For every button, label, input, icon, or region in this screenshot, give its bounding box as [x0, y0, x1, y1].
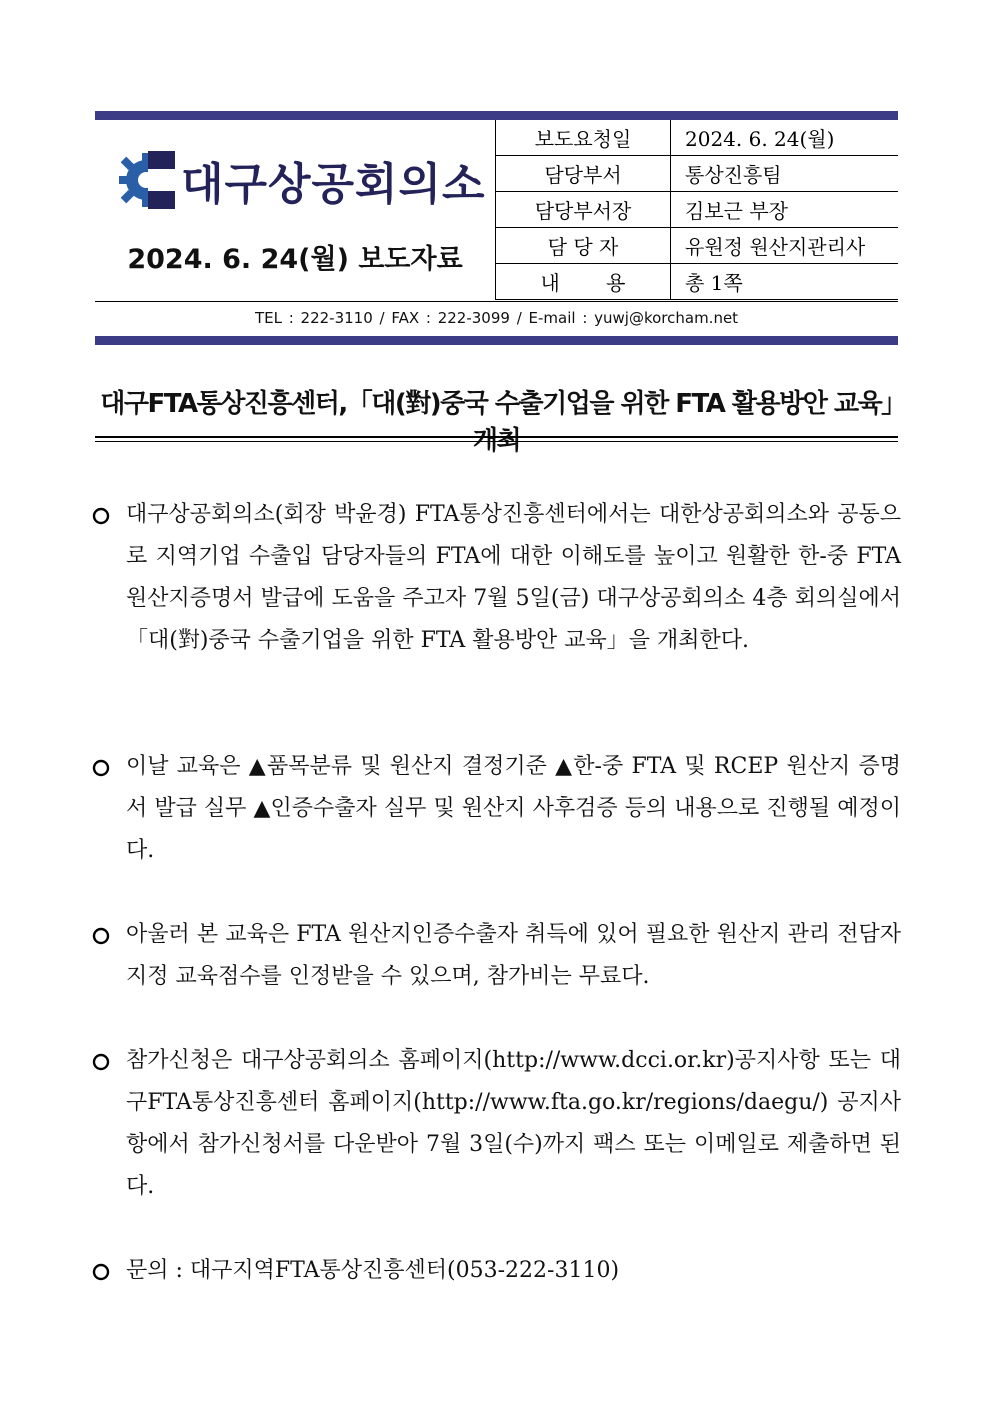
meta-row — [496, 120, 899, 156]
meta-value: 2024. 6. 24(월) — [671, 120, 899, 156]
meta-value: 총 1쪽 — [671, 264, 899, 300]
header-bottom-bar — [95, 336, 898, 345]
release-meta-table — [495, 120, 898, 300]
meta-key: 내 용 — [496, 264, 671, 300]
meta-value: 유원정 원산지관리사 — [671, 228, 899, 264]
inquiry-paragraph: 문의 : 대구지역FTA통상진흥센터(053-222-3110) — [126, 1258, 620, 1283]
gear-logo-icon — [117, 151, 175, 209]
org-name: 대구상공회의소 — [181, 159, 486, 210]
title-underline — [95, 436, 898, 438]
meta-key: 담 당 자 — [496, 228, 671, 264]
circle-bullet-icon — [92, 927, 110, 945]
header-divider — [95, 301, 898, 302]
header-top-bar — [95, 111, 898, 120]
circle-bullet-icon — [92, 1053, 110, 1071]
body-paragraph: 아울러 본 교육은 FTA 원산지인증수출자 취득에 있어 필요한 원산지 관리 전담자 지정 교육점수를 인정받을 수 있으며, 참가비는 무료다. — [126, 922, 901, 989]
meta-key: 보도요청일 — [496, 120, 671, 156]
body-paragraph: 참가신청은 대구상공회의소 홈페이지(http://www.dcci.or.kr)공지사항 또는 대구FTA통상진흥센터 홈페이지(http://www.fta.go.kr/regions/daegu/) 공지사항에서 참가신청서를 다운받아 7월 3일(수)까지 팩스 또는 이메일로 제출하면 된다. — [126, 1048, 901, 1199]
meta-row — [496, 156, 899, 192]
meta-key: 담당부서장 — [496, 192, 671, 228]
header-brand-area — [95, 120, 495, 302]
body-paragraph: 대구상공회의소(회장 박윤경) FTA통상진흥센터에서는 대한상공회의소와 공동으로 지역기업 수출입 담당자들의 FTA에 대한 이해도를 높이고 원활한 한-중 FTA 원산지증명서 발급에 도움을 주고자 7월 5일(금) 대구상공회의소 4층 회의실에서 「대(對)중국 수출기업을 위한 FTA 활용방안 교육」을 개최한다. — [126, 502, 901, 653]
contact-info: TEL : 222-3110 / FAX : 222-3099 / E-mail : yuwj@korcham.net — [254, 309, 739, 327]
circle-bullet-icon — [92, 759, 110, 777]
chamber-logo — [117, 150, 486, 210]
body-paragraph: 이날 교육은 ▲품목분류 및 원산지 결정기준 ▲한-중 FTA 및 RCEP 원산지 증명서 발급 실무 ▲인증수출자 실무 및 원산지 사후검증 등의 내용으로 진행될 예정이다. — [126, 754, 901, 863]
circle-bullet-icon — [92, 507, 110, 525]
meta-value: 통상진흥팀 — [671, 156, 899, 192]
meta-row — [496, 228, 899, 264]
meta-key: 담당부서 — [496, 156, 671, 192]
release-date-label: 2024. 6. 24(월) 보도자료 — [127, 244, 463, 275]
meta-row — [496, 192, 899, 228]
circle-bullet-icon — [92, 1263, 110, 1281]
meta-row — [496, 264, 899, 300]
title-underline-thin — [95, 441, 898, 442]
meta-value: 김보근 부장 — [671, 192, 899, 228]
press-release-title: 대구FTA통상진흥센터,「대(對)중국 수출기업을 위한 FTA 활용방안 교육」 — [100, 389, 893, 419]
